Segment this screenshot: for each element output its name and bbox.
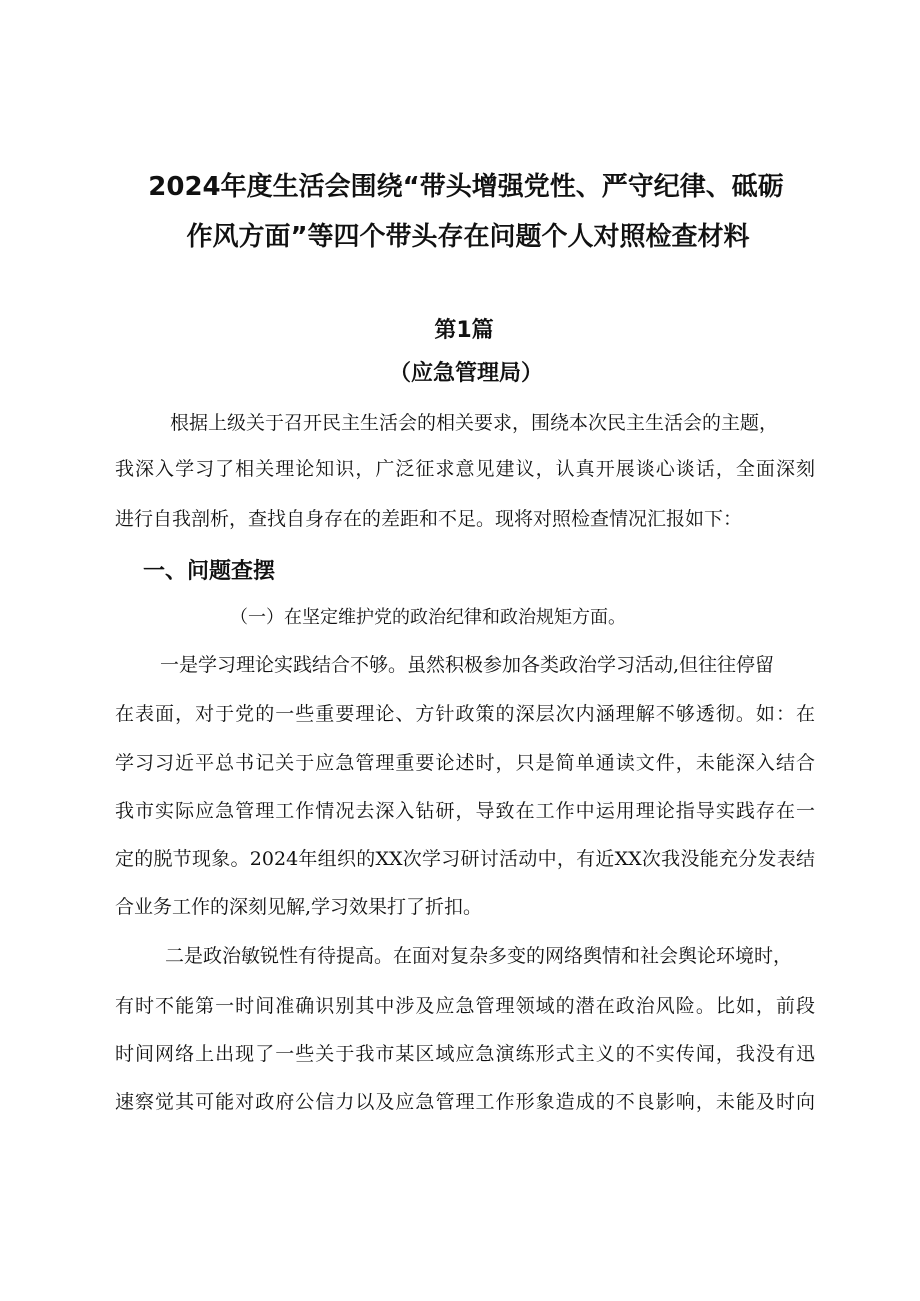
paragraph2-line-4: 速察觉其可能对政府公信力以及应急管理工作形象造成的不良影响，未能及时向 xyxy=(115,1091,815,1113)
paragraph1-line-4: 我市实际应急管理工作情况去深入钻研，导致在工作中运用理论指导实践存在一 xyxy=(115,800,815,822)
document-title-line-2: 作风方面”等四个带头存在问题个人对照检查材料 xyxy=(186,222,750,252)
paragraph2-line-1: 二是政治敏锐性有待提高。在面对复杂多变的网络舆情和社会舆论环境时， xyxy=(165,945,793,967)
paragraph1-line-3: 学习习近平总书记关于应急管理重要论述时，只是简单通读文件，未能深入结合 xyxy=(115,752,815,774)
document-title-line-1: 2024年度生活会围绕“带头增强党性、严守纪律、砥砺 xyxy=(148,172,784,202)
subsection-heading: （一）在坚定维护党的政治纪律和政治规矩方面。 xyxy=(230,607,626,628)
paragraph2-line-2: 有时不能第一时间准确识别其中涉及应急管理领域的潜在政治风险。比如，前段 xyxy=(115,995,815,1017)
intro-line-2: 我深入学习了相关理论知识，广泛征求意见建议，认真开展谈心谈话，全面深刻 xyxy=(115,458,815,480)
paragraph1-line-2: 在表面，对于党的一些重要理论、方针政策的深层次内涵理解不够透彻。如：在 xyxy=(115,703,815,725)
unit-label: （应急管理局） xyxy=(388,361,543,386)
paragraph1-line-5: 定的脱节现象。2024年组织的XX次学习研讨活动中，有近XX次我没能充分发表结 xyxy=(115,848,815,870)
paragraph1-line-6: 合业务工作的深刻见解,学习效果打了折扣。 xyxy=(115,896,483,918)
intro-line-3: 进行自我剖析，查找自身存在的差距和不足。现将对照检查情况汇报如下： xyxy=(115,508,743,530)
paragraph2-line-3: 时间网络上出现了一些关于我市某区域应急演练形式主义的不实传闻，我没有迅 xyxy=(115,1043,815,1065)
paragraph1-line-1: 一是学习理论实践结合不够。虽然积极参加各类政治学习活动,但往往停留 xyxy=(160,654,775,676)
intro-line-1: 根据上级关于召开民主生活会的相关要求，围绕本次民主生活会的主题， xyxy=(170,412,779,434)
section-heading: 一、问题查摆 xyxy=(143,559,276,584)
part-label: 第1篇 xyxy=(434,318,494,343)
